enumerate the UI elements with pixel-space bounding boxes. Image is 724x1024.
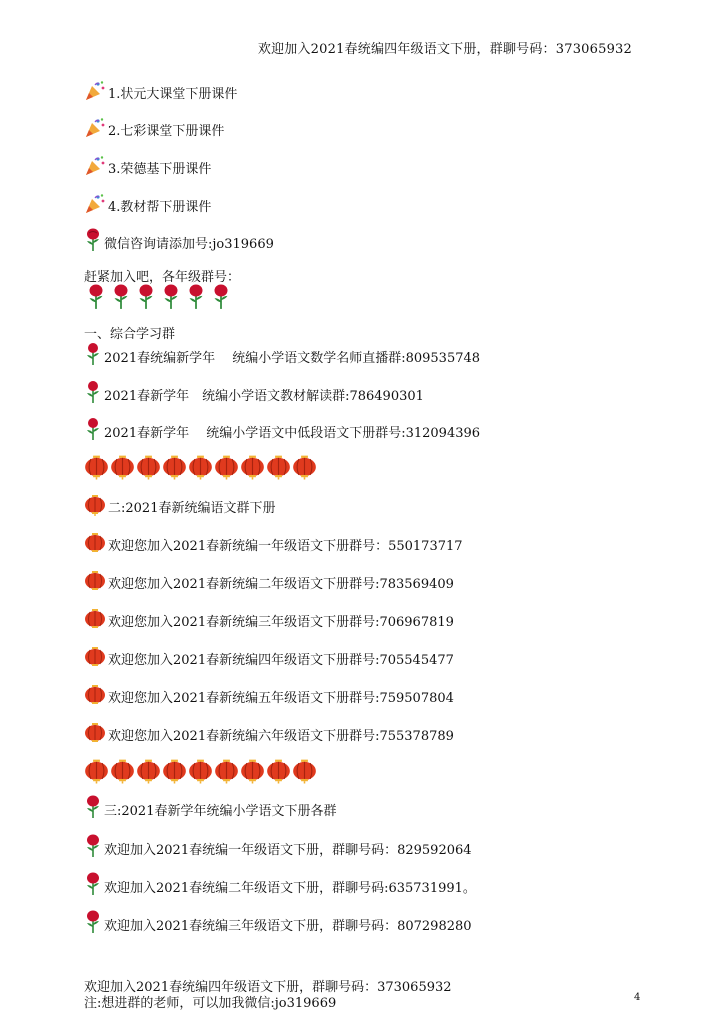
group-text: 2021春新学年 统编小学语文教材解读群:786490301 [104,389,424,404]
party-popper-icon [84,193,106,215]
group-item [84,380,424,404]
rose-icon [109,284,133,310]
lantern-icon [84,646,106,668]
lantern-icon [84,758,109,784]
rose-icon [84,910,102,934]
group-text: 欢迎您加入2021春新统编二年级语文下册群号:783569409 [108,577,454,592]
lantern-icon [162,454,187,480]
courseware-text: 1.状元大课堂下册课件 [108,87,238,102]
lantern-icon [240,758,265,784]
lantern-icon [214,454,239,480]
rose-icon [84,417,102,441]
courseware-text: 4.教材帮下册课件 [108,200,212,215]
group-item [84,872,476,896]
group-item [84,722,454,744]
group-item [84,834,472,858]
group-text: 2021春新学年 统编小学语文中低段语文下册群号:312094396 [104,426,481,441]
lantern-icon [136,758,161,784]
group-text: 欢迎加入2021春统编三年级语文下册，群聊号码：807298280 [104,919,472,934]
group-text: 欢迎您加入2021春新统编五年级语文下册群号:759507804 [108,691,454,706]
rose-icon [84,284,108,310]
group-item [84,570,454,592]
section3-title-line [84,795,336,819]
wechat-text: 微信咨询请添加号:jo319669 [104,237,274,252]
party-popper-icon [84,155,106,177]
courseware-text: 3.荣德基下册课件 [108,162,212,177]
lantern-icon [240,454,265,480]
group-text: 欢迎您加入2021春新统编六年级语文下册群号:755378789 [108,729,454,744]
lantern-icon [84,684,106,706]
courseware-item [84,155,211,177]
party-popper-icon [84,117,106,139]
group-text: 欢迎您加入2021春新统编一年级语文下册群号：550173717 [108,539,463,554]
wechat-line [84,228,274,252]
rose-row [84,284,233,310]
lantern-icon [84,532,106,554]
party-popper-icon [84,80,106,102]
rose-icon [84,872,102,896]
courseware-item [84,80,237,102]
group-item [84,910,472,934]
group-item [84,532,463,554]
lantern-icon [84,608,106,630]
rose-icon [84,795,102,819]
group-item [84,608,454,630]
lantern-icon [84,570,106,592]
lantern-icon [84,454,109,480]
group-item [84,684,454,706]
intro-text: 赶紧加入吧，各年级群号： [84,270,241,285]
group-text: 欢迎加入2021春统编二年级语文下册，群聊号码:635731991。 [104,881,476,896]
courseware-text: 2.七彩课堂下册课件 [108,124,225,139]
lantern-row [84,758,317,784]
section2-title-line [84,494,275,516]
rose-icon [159,284,183,310]
lantern-icon [110,454,135,480]
lantern-icon [162,758,187,784]
rose-icon [84,380,102,404]
rose-icon [209,284,233,310]
lantern-icon [84,494,106,516]
lantern-icon [292,454,317,480]
page-number: 4 [634,992,641,1003]
lantern-icon [84,722,106,744]
page-header: 欢迎加入2021春统编四年级语文下册，群聊号码：373065932 [257,42,632,57]
rose-icon [134,284,158,310]
rose-icon [84,834,102,858]
courseware-item [84,117,224,139]
footer-line1: 欢迎加入2021春统编四年级语文下册，群聊号码：373065932 [84,980,452,995]
group-text: 欢迎加入2021春统编一年级语文下册，群聊号码：829592064 [104,843,472,858]
rose-icon [184,284,208,310]
group-text: 欢迎您加入2021春新统编三年级语文下册群号:706967819 [108,615,454,630]
group-text: 欢迎您加入2021春新统编四年级语文下册群号:705545477 [108,653,454,668]
lantern-icon [214,758,239,784]
section1-title: 一、综合学习群 [84,327,176,342]
lantern-row [84,454,317,480]
courseware-item [84,193,211,215]
lantern-icon [110,758,135,784]
group-item [84,342,480,366]
group-text: 2021春统编新学年 统编小学语文数学名师直播群:809535748 [104,351,481,366]
lantern-icon [292,758,317,784]
section2-title: 二:2021春新统编语文群下册 [108,501,276,516]
group-item [84,417,480,441]
lantern-icon [136,454,161,480]
lantern-icon [188,758,213,784]
lantern-icon [266,454,291,480]
section3-title: 三:2021春新学年统编小学语文下册各群 [104,804,337,819]
rose-icon [84,228,102,252]
group-item [84,646,454,668]
lantern-icon [266,758,291,784]
lantern-icon [188,454,213,480]
footer-line2: 注:想进群的老师，可以加我微信:jo319669 [84,996,337,1011]
rose-icon [84,342,102,366]
